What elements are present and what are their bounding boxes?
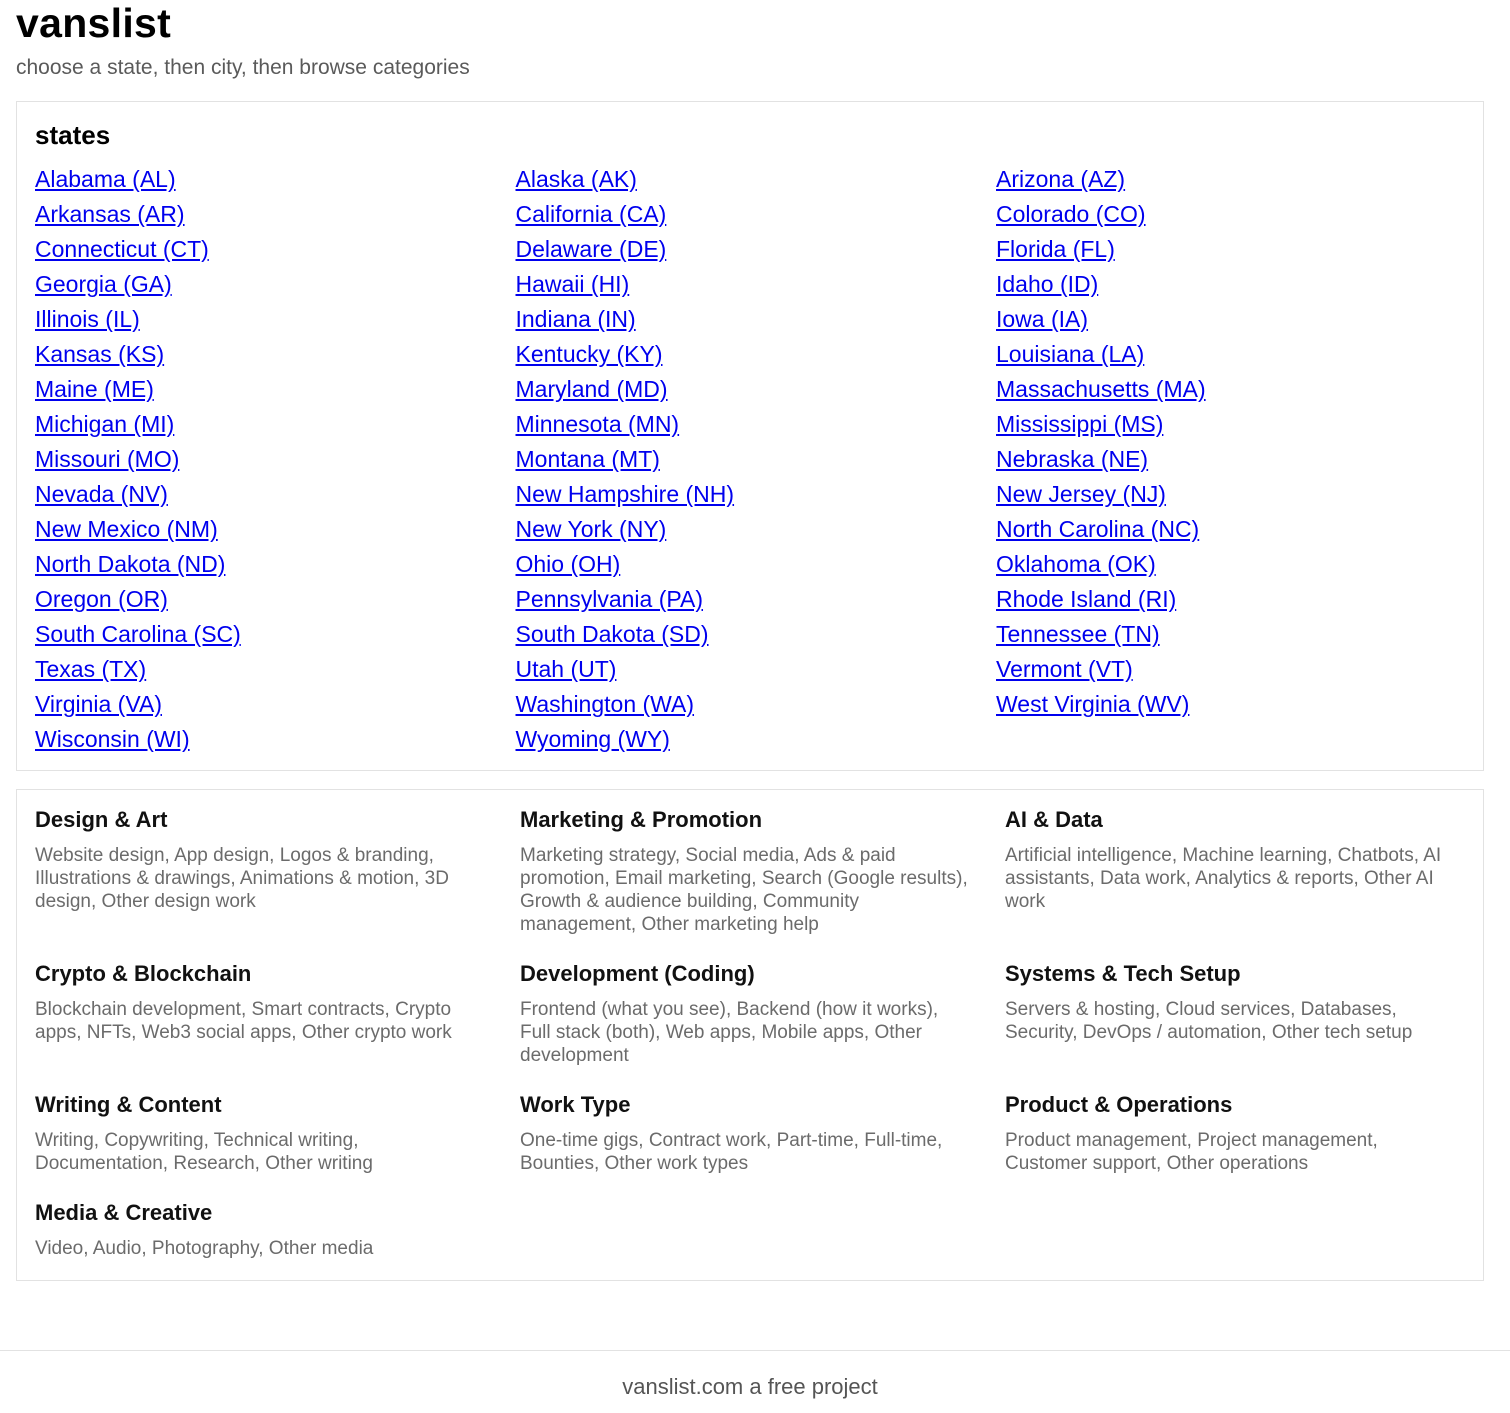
state-link[interactable]: Connecticut (CT) xyxy=(35,236,209,262)
state-link[interactable]: Colorado (CO) xyxy=(996,201,1146,227)
category-subcategories: Product management, Project management, Customer support, Other operations xyxy=(1005,1130,1378,1174)
category-subcategories: Marketing strategy, Social media, Ads & paid promotion, Email marketing, Search (Google results), Growth & audience building, Community management, Other marketing help xyxy=(520,845,968,935)
state-link[interactable]: Virginia (VA) xyxy=(35,691,162,717)
category-block xyxy=(520,961,970,1067)
state-link[interactable]: New York (NY) xyxy=(515,516,667,542)
state-link[interactable]: Kentucky (KY) xyxy=(515,341,663,367)
state-link[interactable]: New Jersey (NJ) xyxy=(996,481,1166,507)
state-link[interactable]: Michigan (MI) xyxy=(35,411,175,437)
state-link[interactable]: Louisiana (LA) xyxy=(996,341,1145,367)
states-heading: states xyxy=(35,120,111,150)
category-title[interactable]: Product & Operations xyxy=(1005,1092,1233,1117)
state-link[interactable]: Alaska (AK) xyxy=(515,166,637,192)
state-link[interactable]: Mississippi (MS) xyxy=(996,411,1164,437)
state-link[interactable]: Arkansas (AR) xyxy=(35,201,185,227)
category-subcategories: Frontend (what you see), Backend (how it works), Full stack (both), Web apps, Mobile apps, Other development xyxy=(520,999,939,1066)
category-title[interactable]: Systems & Tech Setup xyxy=(1005,961,1241,986)
category-subcategories: Website design, App design, Logos & branding, Illustrations & drawings, Animations & motion, 3D design, Other design work xyxy=(35,845,449,912)
category-block xyxy=(35,1200,485,1260)
footer-text: vanslist.com a free project xyxy=(622,1374,878,1399)
state-link[interactable]: Florida (FL) xyxy=(996,236,1115,262)
category-title[interactable]: Crypto & Blockchain xyxy=(35,961,252,986)
state-link[interactable]: Pennsylvania (PA) xyxy=(515,586,703,612)
category-block xyxy=(35,807,485,913)
state-link[interactable]: Tennessee (TN) xyxy=(996,621,1160,647)
state-link[interactable]: Nebraska (NE) xyxy=(996,446,1149,472)
state-link[interactable]: Delaware (DE) xyxy=(515,236,667,262)
category-subcategories: Servers & hosting, Cloud services, Databases, Security, DevOps / automation, Other tech setup xyxy=(1005,999,1413,1043)
state-link[interactable]: North Dakota (ND) xyxy=(35,551,226,577)
state-link[interactable]: Alabama (AL) xyxy=(35,166,176,192)
categories-panel xyxy=(16,789,1484,1281)
state-link[interactable]: Georgia (GA) xyxy=(35,271,172,297)
state-link[interactable]: Wyoming (WY) xyxy=(515,726,670,752)
state-link[interactable]: Maryland (MD) xyxy=(515,376,668,402)
category-title[interactable]: Marketing & Promotion xyxy=(520,807,763,832)
state-link[interactable]: West Virginia (WV) xyxy=(996,691,1190,717)
category-block xyxy=(1005,807,1455,913)
category-block xyxy=(520,807,970,936)
state-link[interactable]: New Mexico (NM) xyxy=(35,516,218,542)
state-link[interactable]: Illinois (IL) xyxy=(35,306,140,332)
state-link[interactable]: Iowa (IA) xyxy=(996,306,1089,332)
state-link[interactable]: Indiana (IN) xyxy=(515,306,636,332)
state-link[interactable]: Montana (MT) xyxy=(515,446,660,472)
state-link[interactable]: Wisconsin (WI) xyxy=(35,726,190,752)
category-block xyxy=(1005,1092,1455,1175)
category-block xyxy=(35,1092,485,1175)
state-link[interactable]: Massachusetts (MA) xyxy=(996,376,1206,402)
state-link[interactable]: Kansas (KS) xyxy=(35,341,165,367)
site-title[interactable]: vanslist xyxy=(16,0,172,46)
category-title[interactable]: Work Type xyxy=(520,1092,631,1117)
state-link[interactable]: Nevada (NV) xyxy=(35,481,168,507)
category-title[interactable]: Development (Coding) xyxy=(520,961,755,986)
footer-divider xyxy=(0,1350,1510,1351)
state-link[interactable]: Oregon (OR) xyxy=(35,586,168,612)
state-link[interactable]: Minnesota (MN) xyxy=(515,411,680,437)
category-subcategories: Writing, Copywriting, Technical writing, Documentation, Research, Other writing xyxy=(35,1130,373,1174)
category-block xyxy=(520,1092,970,1175)
state-link[interactable]: Ohio (OH) xyxy=(515,551,621,577)
state-link[interactable]: Texas (TX) xyxy=(35,656,147,682)
state-link[interactable]: Utah (UT) xyxy=(515,656,617,682)
page-tagline: choose a state, then city, then browse categories xyxy=(16,56,470,79)
state-link[interactable]: Rhode Island (RI) xyxy=(996,586,1177,612)
page-header xyxy=(16,0,470,81)
states-list xyxy=(35,162,1478,757)
state-link[interactable]: Oklahoma (OK) xyxy=(996,551,1156,577)
category-block xyxy=(35,961,485,1044)
category-title[interactable]: Media & Creative xyxy=(35,1200,213,1225)
state-link[interactable]: South Dakota (SD) xyxy=(515,621,709,647)
state-link[interactable]: South Carolina (SC) xyxy=(35,621,241,647)
state-link[interactable]: California (CA) xyxy=(515,201,667,227)
category-subcategories: One-time gigs, Contract work, Part-time, Full-time, Bounties, Other work types xyxy=(520,1130,943,1174)
states-panel xyxy=(16,101,1484,771)
state-link[interactable]: Hawaii (HI) xyxy=(515,271,630,297)
state-link[interactable]: New Hampshire (NH) xyxy=(515,481,735,507)
category-subcategories: Video, Audio, Photography, Other media xyxy=(35,1238,374,1259)
state-link[interactable]: Vermont (VT) xyxy=(996,656,1133,682)
state-link[interactable]: Missouri (MO) xyxy=(35,446,180,472)
category-subcategories: Blockchain development, Smart contracts, Crypto apps, NFTs, Web3 social apps, Other crypto work xyxy=(35,999,452,1043)
category-block xyxy=(1005,961,1455,1044)
state-link[interactable]: North Carolina (NC) xyxy=(996,516,1200,542)
category-title[interactable]: Design & Art xyxy=(35,807,168,832)
state-link[interactable]: Idaho (ID) xyxy=(996,271,1099,297)
state-link[interactable]: Maine (ME) xyxy=(35,376,154,402)
category-subcategories: Artificial intelligence, Machine learning, Chatbots, AI assistants, Data work, Analytics & reports, Other AI work xyxy=(1005,845,1442,912)
category-title[interactable]: Writing & Content xyxy=(35,1092,222,1117)
state-link[interactable]: Arizona (AZ) xyxy=(996,166,1126,192)
category-title[interactable]: AI & Data xyxy=(1005,807,1103,832)
state-link[interactable]: Washington (WA) xyxy=(515,691,695,717)
